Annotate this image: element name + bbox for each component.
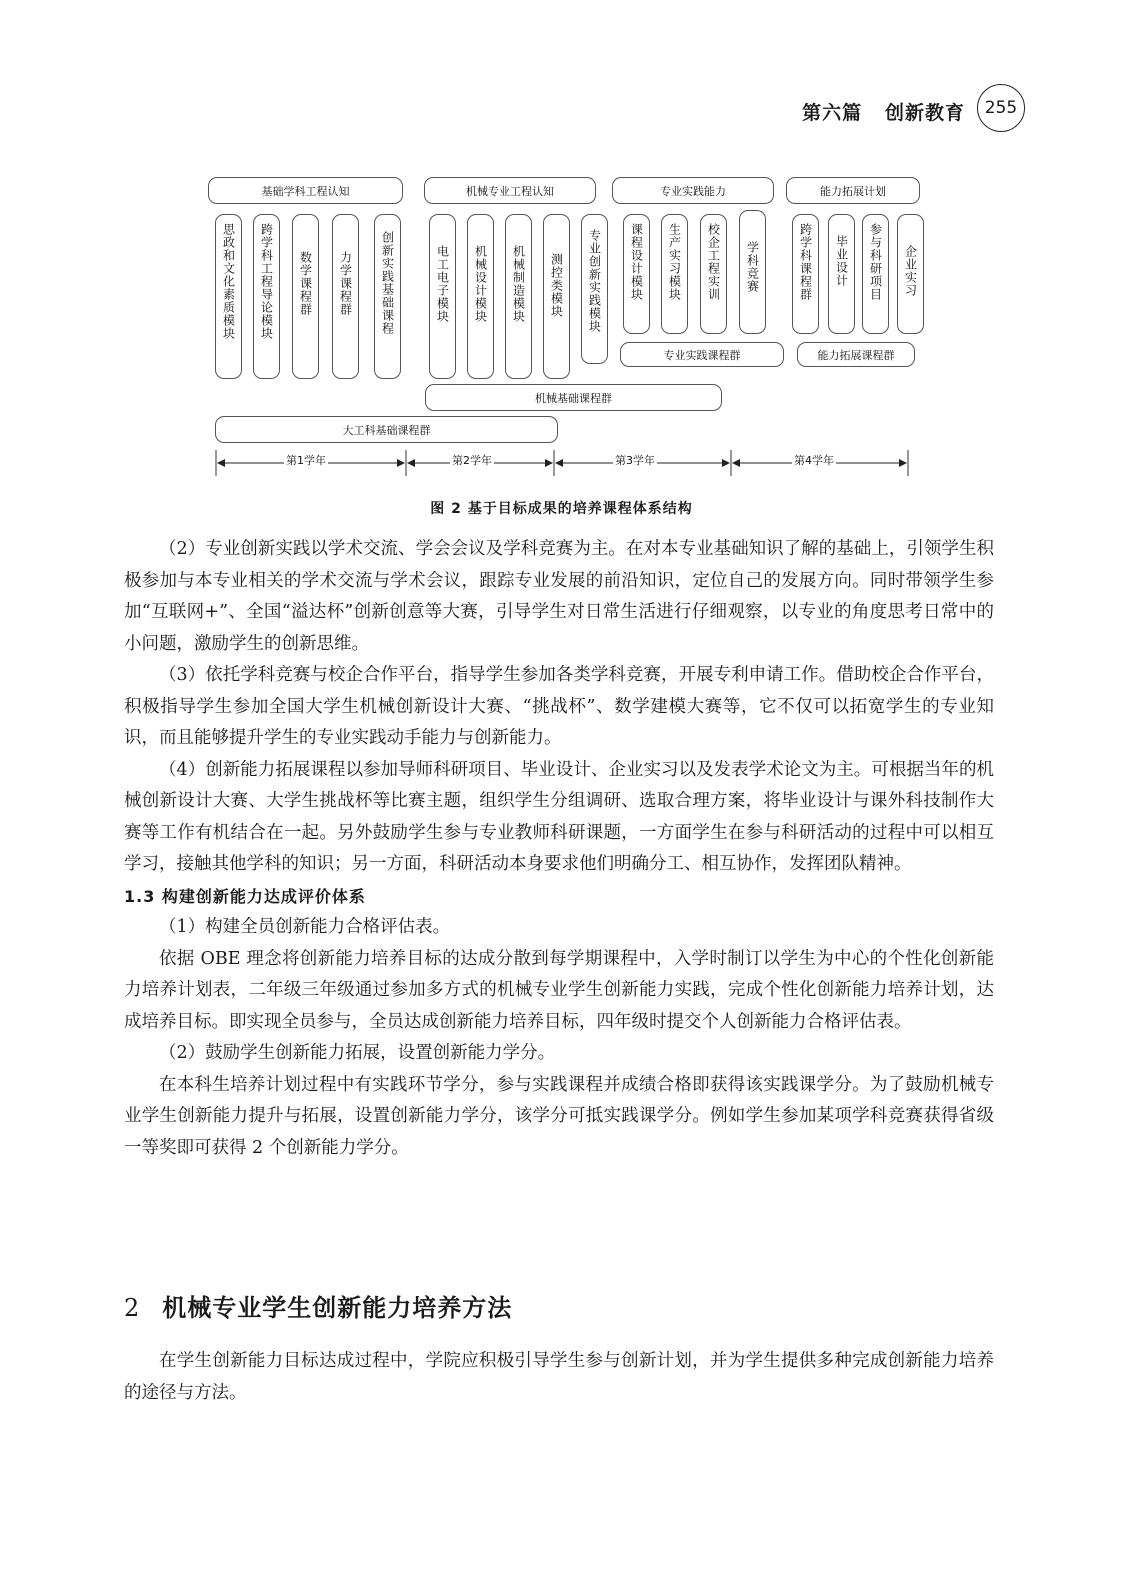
group-box: 大工科基础课程群: [215, 416, 558, 443]
module-box: [862, 214, 889, 334]
header-box: 基础学科工程认知: [208, 177, 403, 204]
header-section: 创新教育: [884, 102, 965, 124]
module-label: 学科竞赛: [745, 241, 760, 293]
module-label: 参与科研项目: [868, 223, 883, 301]
module-label: 校企工程实训: [706, 223, 721, 301]
module-label: 生产实习模块: [667, 223, 682, 301]
module-box: [505, 214, 532, 379]
module-box: [374, 214, 401, 379]
module-box: [292, 214, 319, 379]
module-box: [253, 214, 280, 379]
paragraph: 依据 OBE 理念将创新能力培养目标的达成分散到每学期课程中，入学时制订以学生为中心的个性化创新能力培养计划表，二年级三年级通过参加多方式的机械专业学生创新能力实践，完成个性化创新能力培养计划，达成培养目标。即实现全员参与，全员达成创新能力培养目标，四年级时提交个人创新能力合格评估表。: [124, 948, 994, 1032]
group-box: 专业实践课程群: [620, 342, 784, 367]
module-label: 测控类模块: [549, 253, 564, 318]
module-box: [332, 214, 359, 379]
module-box: [429, 214, 456, 379]
year-label: 第2学年: [452, 454, 492, 467]
module-box: [623, 214, 650, 334]
section-heading: [124, 1288, 994, 1323]
body-text-section2: [124, 1346, 994, 1409]
year-label: 第3学年: [615, 454, 655, 467]
header-part: 第六篇: [802, 102, 863, 124]
module-label: 毕业设计: [834, 235, 849, 287]
paragraph: （3）依托学科竞赛与校企合作平台，指导学生参加各类学科竞赛，开展专利申请工作。借助校企合作平台，积极指导学生参加全国大学生机械创新设计大赛、“挑战杯”、数学建模大赛等，它不仅可以拓宽学生的专业知识，而且能够提升学生的专业实践动手能力与创新能力。: [124, 665, 994, 748]
module-box: [700, 214, 727, 334]
year-label: 第1学年: [286, 454, 326, 467]
paragraph: 在本科生培养计划过程中有实践环节学分，参与实践课程并成绩合格即获得该实践课学分。为了鼓励机械专业学生创新能力提升与拓展，设置创新能力学分，该学分可抵实践课学分。例如学生参加某项学科竞赛获得省级一等奖即可获得 2 个创新能力学分。: [124, 1074, 994, 1158]
paragraph: （4）创新能力拓展课程以参加导师科研项目、毕业设计、企业实习以及发表学术论文为主。可根据当年的机械创新设计大赛、大学生挑战杯等比赛主题，组织学生分组调研、选取合理方案，将毕业设计与课外科技制作大赛等工作有机结合在一起。另外鼓励学生参与专业教师科研课题，一方面学生在参与科研活动的过程中可以相互学习，接触其他学科的知识；另一方面，科研活动本身要求他们明确分工、相互协作，发挥团队精神。: [124, 759, 994, 874]
module-box: [792, 214, 819, 334]
module-box: [215, 214, 242, 379]
module-label: 数学课程群: [298, 251, 313, 316]
year-label: 第4学年: [794, 454, 834, 467]
module-label: 力学课程群: [338, 251, 353, 316]
section-number: 2: [124, 1294, 141, 1322]
header-title: [802, 98, 965, 125]
module-label: 机械制造模块: [511, 245, 526, 323]
figure-caption: 图 2 基于目标成果的培养课程体系结构: [430, 501, 693, 517]
year-timeline: [200, 444, 930, 480]
header-box: 机械专业工程认知: [424, 177, 596, 204]
paragraph: （1）构建全员创新能力合格评估表。: [159, 917, 451, 937]
body-text: [124, 534, 994, 1164]
group-box: 能力拓展课程群: [797, 342, 915, 367]
module-label: 跨学科工程导论模块: [259, 223, 274, 340]
module-box: [828, 214, 855, 334]
paragraph: （2）鼓励学生创新能力拓展，设置创新能力学分。: [159, 1043, 556, 1063]
page-number: 255: [977, 84, 1025, 132]
course-structure-diagram: [200, 172, 930, 482]
module-label: 机械设计模块: [473, 245, 488, 323]
subsection-heading: 1.3 构建创新能力达成评价体系: [124, 886, 366, 906]
module-label: 企业实习: [903, 245, 918, 297]
module-label: 课程设计模块: [629, 223, 644, 301]
module-box: [661, 214, 688, 334]
module-box: [467, 214, 494, 379]
header-box: 能力拓展计划: [786, 177, 920, 204]
module-label: 专业创新实践模块: [587, 229, 602, 333]
header-box: 专业实践能力: [612, 177, 774, 204]
group-box: 机械基础课程群: [425, 384, 722, 411]
module-label: 跨学科课程群: [798, 223, 813, 301]
paragraph: （2）专业创新实践以学术交流、学会会议及学科竞赛为主。在对本专业基础知识了解的基础上，引领学生积极参加与本专业相关的学术交流与学术会议，跟踪专业发展的前沿知识，定位自己的发展方向。同时带领学生参加“互联网+”、全国“溢达杯”创新创意等大赛，引导学生对日常生活进行仔细观察，以专业的角度思考日常中的小问题，激励学生的创新思维。: [124, 539, 994, 654]
module-label: 创新实践基础课程: [380, 231, 395, 335]
module-box: [543, 214, 570, 379]
module-box: [897, 214, 924, 334]
module-label: 电工电子模块: [435, 245, 450, 323]
module-box: [581, 214, 608, 364]
section-title: 机械专业学生创新能力培养方法: [162, 1294, 513, 1322]
module-box: [739, 210, 766, 334]
running-header: [0, 84, 1123, 140]
paragraph: 在学生创新能力目标达成过程中，学院应积极引导学生参与创新计划，并为学生提供多种完成创新能力培养的途径与方法。: [124, 1351, 994, 1403]
module-label: 思政和文化素质模块: [221, 223, 236, 340]
